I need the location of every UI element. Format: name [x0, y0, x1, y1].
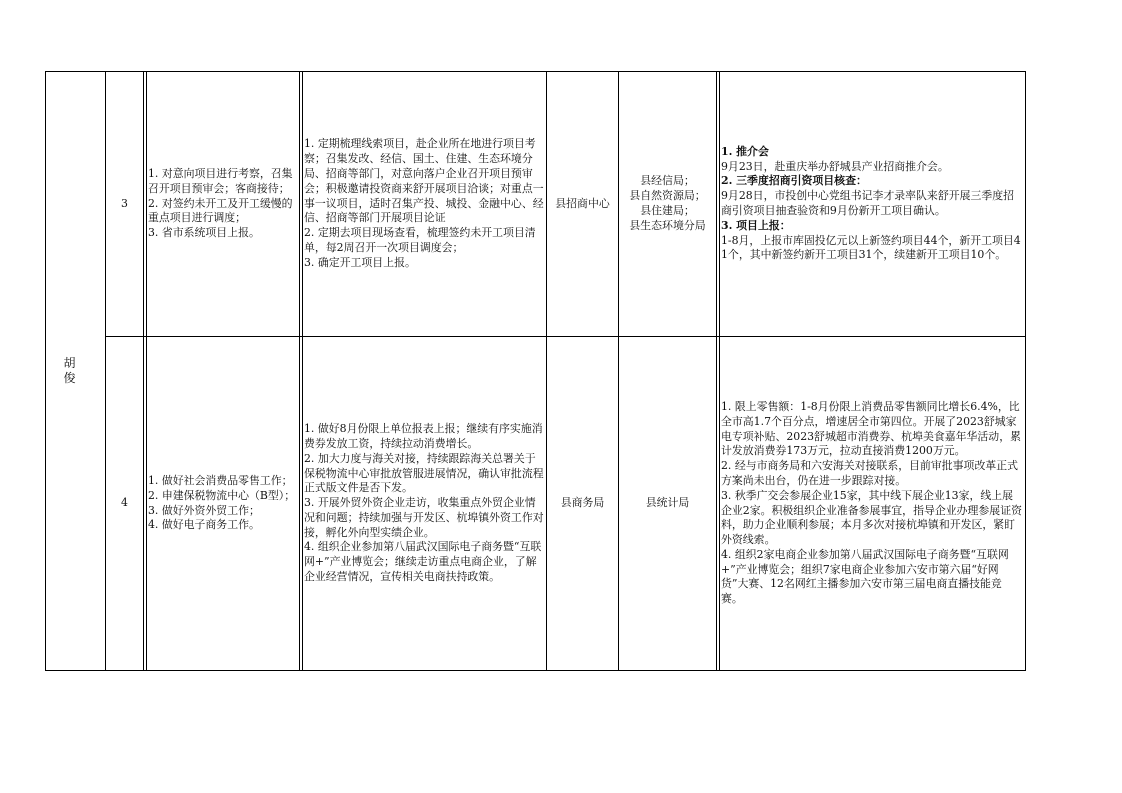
- progress-line: 4. 组织2家电商企业参加第八届武汉国际电子商务暨“互联网+”产业博览会；组织7家电商企业参加六安市第六届“好网货”大赛、12名网红主播参加六安市第三届电商直播技能竞赛。: [721, 547, 1009, 606]
- task-cell: [148, 337, 298, 670]
- progress-cell: [721, 72, 1023, 336]
- table-border-bottom: [45, 670, 1026, 671]
- coop-unit: 县经信局； 县自然资源局； 县住建局； 县生态环境分局: [629, 174, 706, 232]
- task-text: 1. 做好社会消费品零售工作； 2. 申建保税物流中心（B型）； 3. 做好外资外贸工作； 4. 做好电子商务工作。: [148, 473, 296, 532]
- lead-unit: 县商务局: [560, 496, 605, 510]
- progress-line: 3. 项目上报：: [721, 218, 791, 232]
- col-line: [719, 71, 720, 671]
- row-number: 3: [121, 196, 128, 210]
- coop-unit: 县统计局: [645, 496, 690, 510]
- task-text: 1. 对意向项目进行考察，召集召开项目预审会；客商接待； 2. 对签约未开工及开工缓慢的重点项目进行调度； 3. 省市系统项目上报。: [148, 167, 293, 240]
- progress-line: 2. 三季度招商引资项目核查：: [721, 174, 867, 188]
- progress-cell: [721, 337, 1023, 670]
- progress-line: 9月23日，赴重庆举办舒城县产业招商推介会。: [721, 159, 949, 173]
- measures-text: 1. 做好8月份限上单位报表上报；继续有序实施消费券发放工资，持续拉动消费增长。 2. 加大力度与海关对接，持续跟踪海关总署关于保税物流中心审批放管服进展情况，确认审批流程正式版文件是否下发。 3. 开展外贸外资企业走访，收集重点外贸企业情况和问题；持续加强与开发区、杭埠镇外资工作对接，孵化外向型实绩企业。 4. 组织企业参加第八届武汉国际电子商务暨“互联网+”产业博览会；继续走访重点电商企业，了解企业经营情况，宣传相关电商扶持政策。: [304, 422, 544, 584]
- progress-line: 1. 推介会: [721, 144, 769, 158]
- progress-line: 1-8月，上报市库固投亿元以上新签约项目44个，新开工项目41个，其中新签约新开工项目31个，续建新开工项目10个。: [721, 233, 1021, 262]
- progress-line: 9月28日，市投创中心党组书记李才录率队来舒开展三季度招商引资项目抽查验资和9月份新开工项目确认。: [721, 189, 1015, 217]
- progress-line: 2. 经与市商务局和六安海关对接联系，目前审批事项改革正式方案尚未出台，仍在进一步跟踪对接。: [721, 459, 1019, 487]
- row-number: 4: [121, 496, 128, 510]
- measures-cell: [304, 72, 545, 336]
- col-line: [1025, 71, 1026, 671]
- col-line: [143, 71, 144, 671]
- col-line: [716, 71, 717, 671]
- task-cell: [148, 72, 298, 336]
- progress-line: 3. 秋季广交会参展企业15家，其中线下展企业13家，线上展企业2家。积极组织企业准备参展事宜，指导企业办理参展证资料，助力企业顺利参展；本月多次对接杭埠镇和开发区，紧盯外资线索。: [721, 488, 1022, 547]
- progress-line: 1. 限上零售额：1-8月份限上消费品零售额同比增长6.4%，比全市高1.7个百分点，增速居全市第四位。开展了2023舒城家电专项补贴、2023舒城超市消费券、杭埠美食嘉年华活动，累计发放消费券173万元，拉动直接消费1200万元。: [721, 399, 1021, 458]
- progress-text: [721, 145, 1023, 263]
- report-table: [45, 71, 1026, 671]
- measures-cell: [304, 337, 545, 670]
- progress-text: [721, 400, 1023, 607]
- col-line: [302, 71, 303, 671]
- col-line: [146, 71, 147, 671]
- lead-unit: 县招商中心: [555, 196, 610, 210]
- measures-text: 1. 定期梳理线索项目，赴企业所在地进行项目考察；召集发改、经信、国土、住建、生态环境分局、招商等部门，对意向落户企业召开项目预审会；积极邀请投资商来舒开展项目洽谈；对重点一事一议项目，适时召集产投、城投、金融中心、经信、招商等部门开展项目论证 2. 定期去项目现场查看，梳理签约未开工项目清单，每2周召开一次项目调度会； 3. 确定开工项目上报。: [304, 137, 544, 269]
- responsible-person: 胡 俊: [63, 356, 104, 385]
- col-line: [299, 71, 300, 671]
